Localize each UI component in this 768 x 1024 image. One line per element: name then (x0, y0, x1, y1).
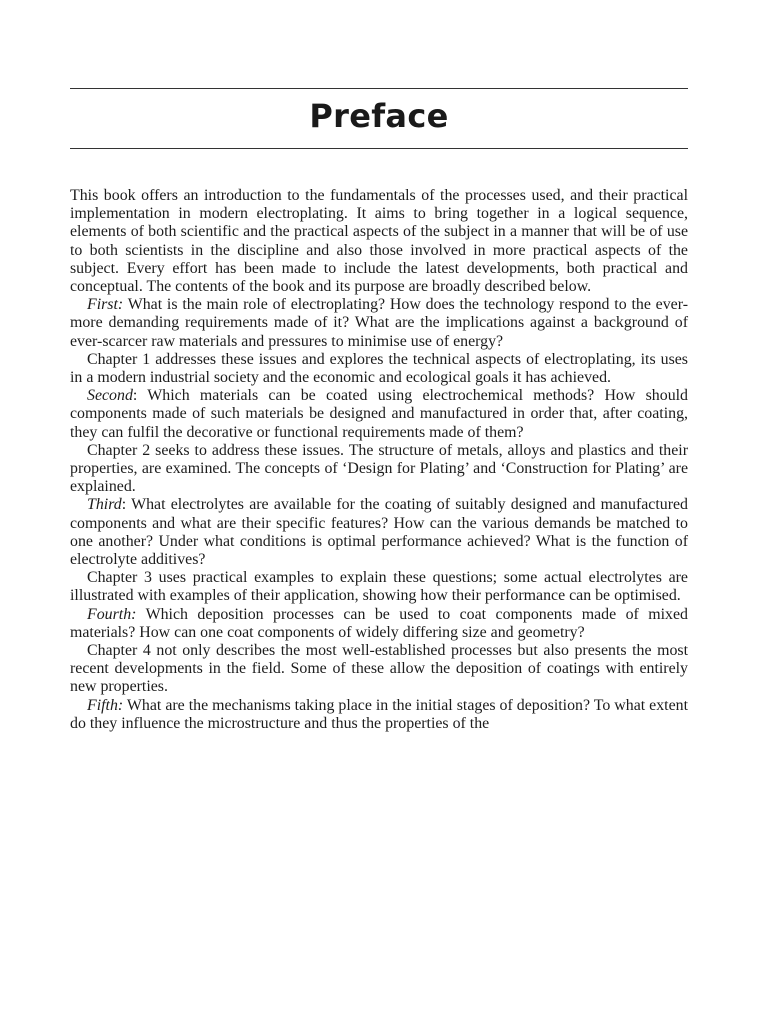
bottom-rule (70, 148, 688, 149)
paragraph-text: This book offers an introduction to the fundamentals of the processes used, and their practical implementation in modern electroplating. It aims to bring together in a logical sequence, elements of both scientific and the practical aspects of the subject in a manner that will be of use to both scientists in the discipline and also those involved in more practical aspects of the subject. Every effort has been made to include the latest developments, both practical and conceptual. The contents of the book and its purpose are broadly described below. (70, 187, 688, 296)
paragraph-first-question (70, 296, 688, 351)
paragraph-chapter-4 (70, 642, 688, 697)
paragraph-text: Which deposition processes can be used to coat components made of mixed materials? How can one coat components of widely differing size and geometry? (70, 605, 688, 641)
paragraph-fifth-question (70, 697, 688, 733)
paragraph-text: Chapter 1 addresses these issues and explores the technical aspects of electroplating, its uses in a modern industrial society and the economic and ecological goals it has achieved. (70, 350, 688, 387)
paragraph-chapter-2 (70, 442, 688, 497)
body-text (70, 187, 688, 733)
paragraph-text: : What electrolytes are available for the coating of suitably designed and manufactured components and what are their specific features? How can the various demands be matched to one another? Under what conditions is optimal performance achieved? What is the function of electrolyte additives? (70, 496, 688, 569)
paragraph-second-question (70, 387, 688, 442)
paragraph-lead: Third (87, 496, 122, 514)
paragraph-chapter-3 (70, 569, 688, 605)
paragraph-text: Chapter 4 not only describes the most well-established processes but also presents the most recent developments in the field. Some of these allow the deposition of coatings with entirely new properties. (70, 642, 688, 696)
paragraph-text: What is the main role of electroplating? How does the technology respond to the ever-more demanding requirements made of it? What are the implications against a background of ever-scarcer raw materials and pressures to minimise use of energy? (70, 296, 688, 350)
paragraph-lead: First: (87, 296, 124, 314)
paragraph-lead: Fourth: (87, 605, 137, 623)
paragraph-text: Chapter 2 seeks to address these issues. The structure of metals, alloys and plastics and their properties, are examined. The concepts of ‘Design for Plating’ and ‘Construction for Plating’ are explained. (70, 441, 688, 496)
paragraph-lead: Second (87, 387, 133, 405)
paragraph-lead: Fifth: (87, 696, 124, 714)
paragraph-text: What are the mechanisms taking place in the initial stages of deposition? To what extent do they influence the microstructure and thus the properties of the (70, 696, 688, 732)
paragraph-text: Chapter 3 uses practical examples to explain these questions; some actual electrolytes are illustrated with examples of their application, showing how their performance can be optimised. (70, 569, 688, 605)
paragraph-fourth-question (70, 606, 688, 642)
page-title: Preface (309, 97, 449, 135)
paragraph-intro (70, 187, 688, 296)
document-page (70, 0, 688, 1024)
paragraph-chapter-1 (70, 351, 688, 387)
paragraph-text: : Which materials can be coated using electrochemical methods? How should components made of such materials be designed and manufactured in order that, after coating, they can fulfil the decorative or functional requirements made of them? (70, 387, 688, 441)
paragraph-third-question (70, 496, 688, 569)
top-rule (70, 88, 688, 89)
